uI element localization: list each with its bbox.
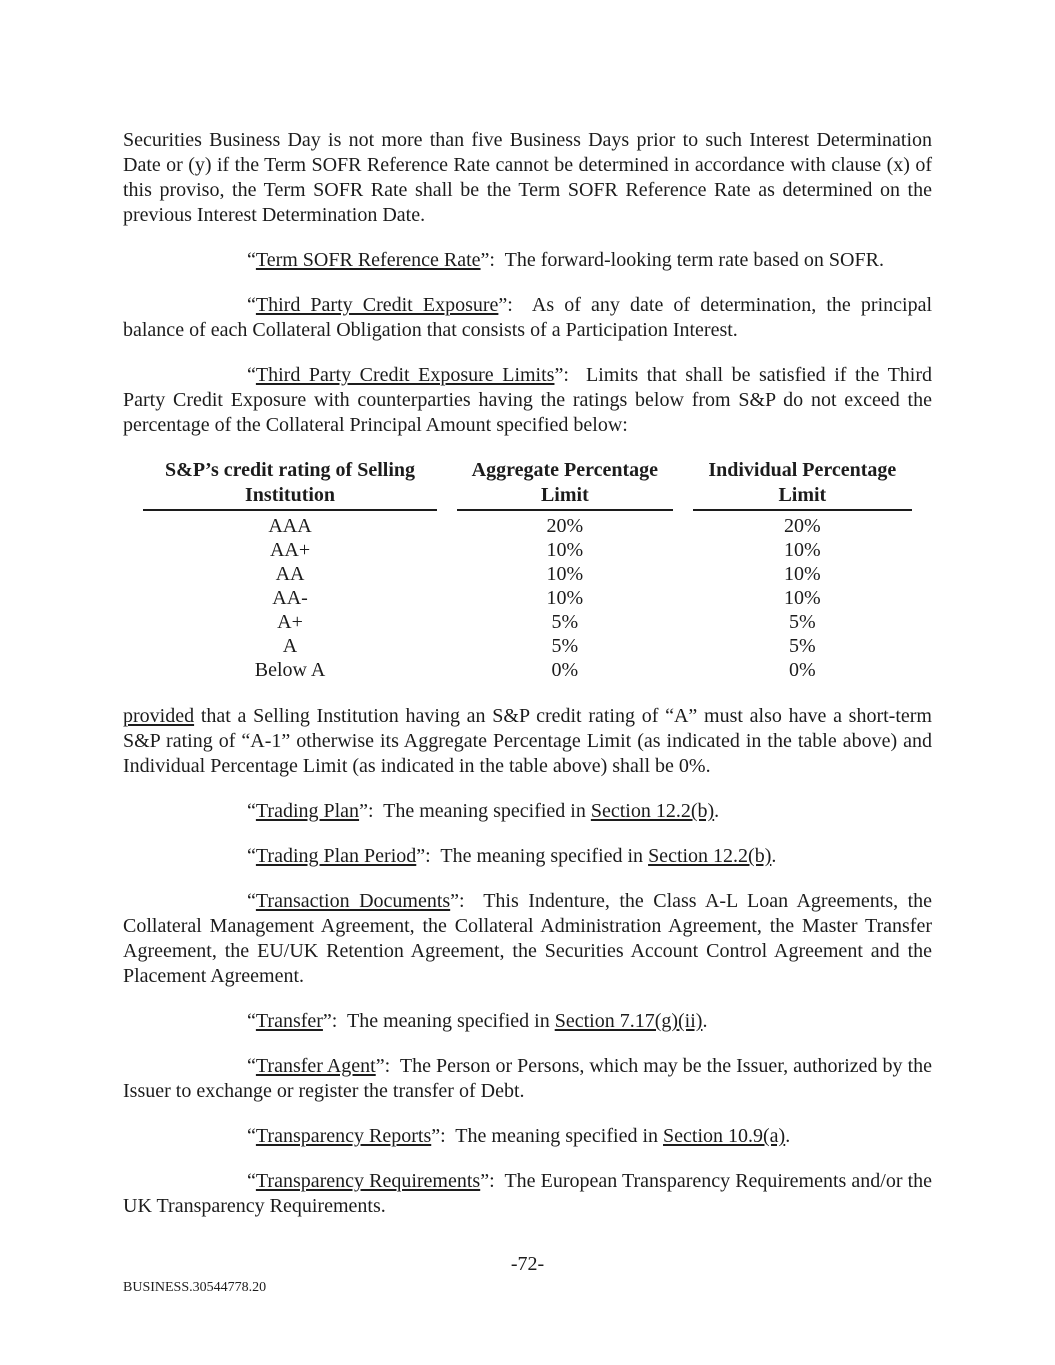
open-quote: “ <box>247 1170 256 1192</box>
definition-text: . <box>785 1125 791 1147</box>
col-header-individual-limit <box>693 458 912 511</box>
definition-trading-plan-period <box>123 844 932 869</box>
section-reference: Section 12.2(b) <box>590 800 715 822</box>
defined-term: Transparency Requirements <box>255 1170 481 1192</box>
document-id: BUSINESS.30544778.20 <box>123 1280 267 1295</box>
definition-text: ”: Limits that shall be satisfied if the Third Party Credit Exposure with counterparties having the ratings below from S&P do not exceed the percentage of the Collateral Principal Amount specified below: <box>123 364 932 436</box>
cell-aggregate-limit: 20% <box>546 515 584 537</box>
table-row <box>143 511 912 538</box>
cell-individual-limit: 10% <box>783 587 821 609</box>
cell-aggregate-limit: 5% <box>551 635 579 657</box>
open-quote: “ <box>247 1125 256 1147</box>
section-reference: Section 10.9(a) <box>663 1125 786 1147</box>
cell-rating: AA <box>275 563 305 585</box>
defined-term: Transfer <box>255 1010 323 1032</box>
table-body <box>143 511 912 682</box>
defined-term: Transaction Documents <box>255 890 451 912</box>
table-header <box>143 458 912 511</box>
cell-individual-limit: 10% <box>783 539 821 561</box>
defined-term: Term SOFR Reference Rate <box>255 249 481 271</box>
page-number: -72- <box>510 1253 545 1275</box>
open-quote: “ <box>247 1010 256 1032</box>
definition-transparency-reports <box>123 1124 932 1149</box>
defined-term: Transfer Agent <box>255 1055 376 1077</box>
paragraph-provided-proviso <box>123 704 932 779</box>
definition-trading-plan <box>123 799 932 824</box>
cell-rating: Below A <box>254 659 326 681</box>
cell-aggregate-limit: 5% <box>551 611 579 633</box>
definition-transaction-documents <box>123 889 932 989</box>
open-quote: “ <box>247 845 256 867</box>
col-header-line: Limit <box>540 484 589 506</box>
defined-term: Transparency Reports <box>255 1125 432 1147</box>
cell-aggregate-limit: 0% <box>551 659 579 681</box>
definition-transfer <box>123 1009 932 1034</box>
table-row <box>143 658 912 682</box>
definition-text: ”: The meaning specified in <box>322 1010 555 1032</box>
table-row <box>143 610 912 634</box>
col-header-aggregate-limit <box>457 458 673 511</box>
definition-text: ”: The meaning specified in <box>416 845 649 867</box>
definition-text: ”: The meaning specified in <box>431 1125 664 1147</box>
definition-text: ”: This Indenture, the Class A-L Loan Agreements, the Collateral Management Agreement, the Collateral Administration Agreement, the Master Transfer Agreement, the EU/UK Retention Agreement, the Securities Account Control Agreement and the Placement Agreement. <box>123 890 933 987</box>
proviso-term: provided <box>123 705 195 727</box>
defined-term: Third Party Credit Exposure Limits <box>255 364 555 386</box>
paragraph-intro <box>123 128 932 228</box>
definition-third-party-credit-exposure-limits <box>123 363 932 438</box>
col-header-line: Institution <box>245 484 336 506</box>
defined-term: Trading Plan <box>255 800 360 822</box>
body-text: Securities Business Day is not more than five Business Days prior to such Interest Determination Date or (y) if the Term SOFR Reference Rate cannot be determined in accordance with clause (x) of this proviso, the Term SOFR Rate shall be the Term SOFR Reference Rate as determined on the previous Interest Determination Date. <box>123 129 932 226</box>
cell-aggregate-limit: 10% <box>546 587 584 609</box>
table-header-row <box>143 458 912 511</box>
cell-rating: AAA <box>268 515 312 537</box>
definition-third-party-credit-exposure <box>123 293 932 343</box>
rating-limits-table <box>123 458 932 682</box>
col-header-line: S&P’s credit rating of Selling <box>165 459 416 481</box>
cell-individual-limit: 5% <box>788 611 816 633</box>
cell-rating: AA+ <box>269 539 311 561</box>
cell-individual-limit: 10% <box>783 563 821 585</box>
definition-text: . <box>702 1010 708 1032</box>
open-quote: “ <box>247 249 256 271</box>
definition-term-sofr-reference-rate <box>123 248 932 273</box>
section-reference: Section 12.2(b) <box>648 845 772 867</box>
definition-text: ”: The Person or Persons, which may be the Issuer, authorized by the Issuer to exchange or register the transfer of Debt. <box>123 1055 933 1102</box>
open-quote: “ <box>247 800 256 822</box>
table-row <box>143 538 912 562</box>
definition-text: ”: The meaning specified in <box>359 800 591 822</box>
page-content <box>123 128 932 1239</box>
table-row <box>143 586 912 610</box>
definition-text: ”: The European Transparency Requirements and/or the UK Transparency Requirements. <box>123 1170 933 1217</box>
table-row <box>143 634 912 658</box>
defined-term: Third Party Credit Exposure <box>255 294 499 316</box>
defined-term: Trading Plan Period <box>255 845 417 867</box>
open-quote: “ <box>247 1055 256 1077</box>
cell-individual-limit: 5% <box>788 635 816 657</box>
definition-text: ”: As of any date of determination, the principal balance of each Collateral Obligation that consists of a Participation Interest. <box>123 294 932 341</box>
cell-rating: A <box>282 635 298 657</box>
col-header-line: Limit <box>778 484 827 506</box>
definition-text: ”: The forward-looking term rate based on SOFR. <box>480 249 884 271</box>
definition-text: . <box>771 845 777 867</box>
table-row <box>143 562 912 586</box>
col-header-line: Individual Percentage <box>708 459 897 481</box>
cell-rating: AA- <box>272 587 308 609</box>
cell-rating: A+ <box>277 611 303 633</box>
open-quote: “ <box>247 294 256 316</box>
body-text: that a Selling Institution having an S&P credit rating of “A” must also have a short-term S&P rating of “A-1” otherwise its Aggregate Percentage Limit (as indicated in the table above) and Individual Percentage Limit (as indicated in the table above) shall be 0%. <box>123 705 932 777</box>
col-header-rating <box>143 458 437 511</box>
open-quote: “ <box>247 890 256 912</box>
definition-transfer-agent <box>123 1054 932 1104</box>
cell-aggregate-limit: 10% <box>546 563 584 585</box>
definition-text: . <box>714 800 720 822</box>
cell-individual-limit: 0% <box>788 659 816 681</box>
cell-aggregate-limit: 10% <box>546 539 584 561</box>
open-quote: “ <box>247 364 256 386</box>
cell-individual-limit: 20% <box>783 515 821 537</box>
col-header-line: Aggregate Percentage <box>471 459 659 481</box>
section-reference: Section 7.17(g)(ii) <box>554 1010 703 1032</box>
definition-transparency-requirements <box>123 1169 932 1219</box>
